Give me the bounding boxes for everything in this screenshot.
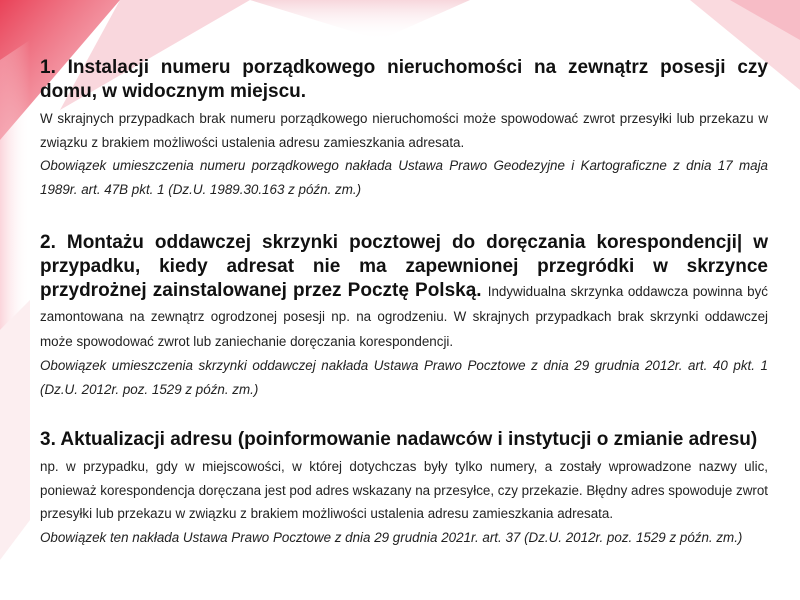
section-3-legal-basis: Obowiązek ten nakłada Ustawa Prawo Pocztowe z dnia 29 grudnia 2021r. art. 37 (Dz.U. 2012r. poz. 1529 z późn. zm.) (40, 529, 743, 545)
section-2-heading-paragraph (40, 231, 768, 354)
section-1-heading: 1. Instalacji numeru porządkowego nieruchomości na zewnątrz posesji czy domu, w widocznym miejscu. (40, 57, 768, 102)
section-2-legal-basis: Obowiązek umieszczenia skrzynki oddawczej nakłada Ustawa Prawo Pocztowe z dnia 29 grudnia 2012r. art. 40 pkt. 1 (Dz.U. 2012r. poz. 1529 z późn. zm.) (40, 358, 768, 397)
section-2 (40, 231, 768, 401)
section-3 (40, 428, 768, 549)
section-1 (40, 56, 768, 201)
section-2-heading: 2. Montażu oddawczej skrzynki pocztowej do doręczania korespondencji| w przypadku, kiedy adresat nie ma zapewnionej przegródki w skrzynce przydrożnej zainstalowanej przez Pocztę Polską. (40, 232, 768, 301)
section-1-body: W skrajnych przypadkach brak numeru porządkowego nieruchomości może spowodować zwrot przesyłki lub przekazu w związku z brakiem możliwości ustalenia adresu zamieszkania adresata. (40, 111, 768, 150)
section-3-body: np. w przypadku, gdy w miejscowości, w której dotychczas były tylko numery, a zostały wprowadzone nazwy ulic, ponieważ korespondencja doręczana jest pod adres wskazany na przesyłce, czy przekazie. Błędny adres spowoduje zwrot przesyłki lub przekazu w związku z brakiem możliwości ustalenia adresu zamieszkania adresata. (40, 459, 768, 521)
section-2-body: Indywidualna skrzynka oddawcza powinna być zamontowana na zewnątrz ogrodzonej posesji np. na ogrodzeniu. W skrajnych przypadkach brak skrzynki oddawczej może spowodować zwrot lub zaniechanie doręczania korespondencji. (40, 284, 769, 349)
section-1-legal-basis: Obowiązek umieszczenia numeru porządkowego nakłada Ustawa Prawo Geodezyjne i Kartograficzne z dnia 17 maja 1989r. art. 47B pkt. 1 (Dz.U. 1989.30.163 z późn. zm.) (40, 158, 768, 197)
section-3-heading: 3. Aktualizacji adresu (poinformowanie nadawców i instytucji o zmianie adresu) (40, 429, 758, 450)
